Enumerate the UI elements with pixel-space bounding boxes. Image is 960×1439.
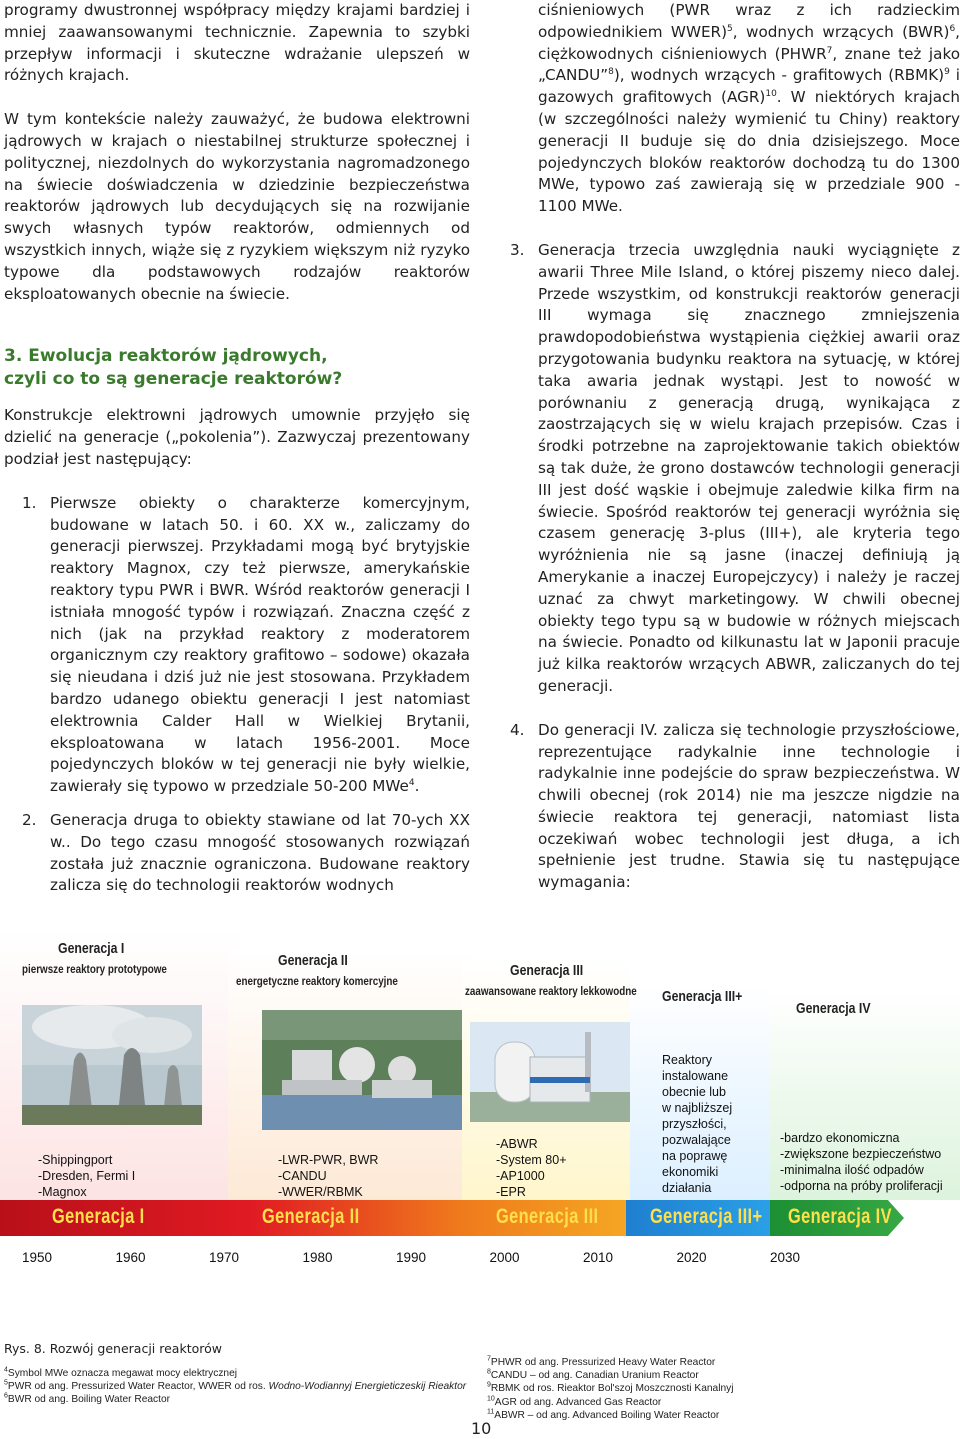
gen3-subtitle: zaawansowane reaktory lekkowodne bbox=[465, 984, 637, 998]
gen4-bar-label: Generacja IV bbox=[788, 1205, 892, 1228]
list-number: 2. bbox=[22, 810, 37, 829]
gen1-title: Generacja I bbox=[58, 940, 125, 957]
footnote-number: 8 bbox=[487, 1368, 491, 1376]
list-item bbox=[4, 493, 470, 798]
footnote bbox=[487, 1396, 957, 1409]
footnote-number: 11 bbox=[487, 1408, 495, 1416]
gen1-technologies: -Shippingport -Dresden, Fermi I -Magnox bbox=[38, 1153, 136, 1199]
footnote-text: RBMK od ros. Rieaktor Bol'szoj Moszcznosti Kanalnyj bbox=[490, 1383, 734, 1395]
gen3-technologies: -ABWR -System 80+ -AP1000 -EPR bbox=[496, 1137, 567, 1199]
footnote-ref: 6 bbox=[949, 23, 956, 34]
footnote-number: 10 bbox=[487, 1395, 495, 1403]
gen3-photo bbox=[470, 1022, 630, 1122]
page-number: 10 bbox=[471, 1419, 492, 1438]
footnote bbox=[4, 1393, 474, 1406]
footnote-ref: 9 bbox=[944, 67, 950, 78]
gen1-subtitle: pierwsze reaktory prototypowe bbox=[22, 962, 167, 976]
gen4-technologies: -bardzo ekonomiczna -zwiększone bezpieczeństwo -minimalna ilość odpadów -odporna na próby proliferacji bbox=[780, 1131, 943, 1193]
gen3p-title: Generacja III+ bbox=[662, 988, 743, 1005]
list-number: 3. bbox=[510, 240, 525, 259]
footnote-text: PHWR od ang. Pressurized Heavy Water Reactor bbox=[490, 1357, 716, 1368]
footnotes-left bbox=[4, 1367, 474, 1407]
text-run: , wodnych wrzących (BWR) bbox=[732, 22, 950, 41]
list-text-body: Pierwsze obiekty o charakterze komercyjnym, budowane w latach 50. i 60. XX w., zaliczamy do generacji pierwszej. Przykładami mogą być brytyjskie reaktory Magnox, czy też pierwsze, amerykańskie reaktory typu PWR i BWR. Wśród reaktorów generacji I istniała mnogość typów i rozwiązań. Znaczna część z nich (jak na przykład reaktory z moderatorem organicznym czy reaktory grafitowo – sodowe) okazała się nieudana i dziś już nie jest stosowana. Przykładem bardzo udanego obiektu generacji I jest natomiast elektrownia Calder Hall w Wielkiej Brytanii, eksploatowana w latach 1956-2001. Moce pojedynczych bloków w tej generacji nie były wielkie, zawierały się typowo w przedziale 50-200 MWe bbox=[50, 493, 470, 796]
text-run: . W niektórych krajach (w szczególności należy wymienić tu Chiny) reaktory generacji II buduje się do dnia dzisiejszego. Moce pojedynczych bloków reaktorów dochodzą tu do 1300 MWe, typowo zaś zawierają się w przedziale 900 - 1100 MWe. bbox=[538, 88, 960, 216]
text-run: , ciężkowodnych ciśnieniowych (PHWR bbox=[538, 22, 960, 63]
footnote-ref: 7 bbox=[826, 45, 833, 56]
footnote-ref: 10 bbox=[765, 89, 777, 100]
footnote-text: CANDU – od ang. Canadian Uranium Reactor bbox=[490, 1370, 699, 1382]
text-run: i gazowych grafitowych (AGR) bbox=[538, 66, 960, 107]
gen1-bar-label: Generacja I bbox=[52, 1205, 145, 1228]
paragraph: W tym kontekście należy zauważyć, że budowa elektrowni jądrowych w krajach o niestabilnej strukturze społecznej i politycznej, niezdolnych do wykorzystania nagromadzonego na świecie doświadczenia w dziedzinie bezpieczeństwa reaktorów jądrowych lub decydujących się na rozwijanie swych własnych typów reaktorów, odmiennych od wszystkich innych, wiąże się z ryzykiem większym niż ryzyko typowe dla podstawowych rodzajów reaktorów eksploatowanych obecnie na świecie. bbox=[4, 110, 470, 303]
footnote bbox=[4, 1367, 474, 1380]
footnotes-right bbox=[487, 1356, 957, 1422]
timeline-year: 1970 bbox=[209, 1250, 240, 1265]
gen3p-technologies: Reaktory instalowane obecnie lub w najbliższej przyszłości, pozwalające na poprawę ekonomiki działania bbox=[662, 1053, 733, 1195]
footnote bbox=[487, 1369, 957, 1382]
gen3-title: Generacja III bbox=[510, 962, 584, 979]
footnote-number: 5 bbox=[4, 1379, 8, 1387]
list-text bbox=[538, 0, 960, 218]
timeline-year: 1990 bbox=[396, 1250, 427, 1265]
timeline-year: 1950 bbox=[22, 1250, 53, 1265]
right-column bbox=[510, 0, 960, 894]
footnote-number: 4 bbox=[4, 1366, 8, 1374]
gen2-bar-label: Generacja II bbox=[262, 1205, 360, 1228]
section-heading bbox=[4, 345, 470, 391]
footnote-number: 6 bbox=[4, 1393, 8, 1401]
gen2-subtitle: energetyczne reaktory komercyjne bbox=[236, 974, 398, 988]
list-text: Generacja druga to obiekty stawiane od lat 70-ych XX w.. Do tego czasu mnogość stosowanych rozwiązań została już znacznie ograniczona. Budowane reaktory zalicza się do technologii reaktorów wodnych bbox=[50, 810, 470, 895]
generations-figure bbox=[0, 930, 960, 1280]
footnote-text: BWR od ang. Boiling Water Reactor bbox=[7, 1394, 171, 1406]
footnote-text: ABWR – od ang. Advanced Boiling Water Reactor bbox=[494, 1409, 720, 1421]
footnote-ref: 4 bbox=[408, 778, 415, 789]
footnote-ref: 5 bbox=[727, 23, 733, 34]
list-text bbox=[50, 493, 470, 798]
gen2-technologies: -LWR-PWR, BWR -CANDU -WWER/RBMK bbox=[278, 1153, 379, 1199]
timeline-year: 2000 bbox=[489, 1250, 520, 1265]
paragraph: Konstrukcje elektrowni jądrowych umownie przyjęło się dzielić na generacje („pokolenia”). Zazwyczaj prezentowany podział jest następujący: bbox=[4, 406, 470, 468]
list-item bbox=[510, 720, 960, 894]
power-plant-icon bbox=[262, 1010, 462, 1130]
footnote bbox=[487, 1409, 957, 1422]
gen3-bar-label: Generacja III bbox=[496, 1205, 599, 1228]
timeline-year: 1960 bbox=[115, 1250, 146, 1265]
gen1-photo bbox=[22, 1005, 202, 1125]
list-item bbox=[4, 810, 470, 897]
gen2-title: Generacja II bbox=[278, 952, 348, 969]
list-number: 4. bbox=[510, 720, 525, 739]
text-run: , znane też jako „CANDU” bbox=[538, 44, 960, 85]
footnote bbox=[487, 1382, 957, 1395]
timeline-year: 1980 bbox=[302, 1250, 333, 1265]
footnote-italic: Wodno-Wodiannyj Energieticzeskij Rieaktor bbox=[268, 1381, 467, 1393]
gen4-title: Generacja IV bbox=[796, 1000, 871, 1017]
timeline-year: 2010 bbox=[583, 1250, 614, 1265]
section-heading-line: czyli co to są generacje reaktorów? bbox=[4, 369, 343, 390]
list-text: Do generacji IV. zalicza się technologie przyszłościowe, reprezentujące radykalnie inne technologie i radykalnie inne podejście do spraw bezpieczeństwa. W chwili obecnej (rok 2014) nie ma jeszcze nigdzie na świecie reaktora tej generacji, natomiast lista oczekiwań wobec technologii jest długa, a ich spełnienie jest trudne. Stawia się tu następujące wymagania: bbox=[538, 720, 960, 892]
list-item-continuation bbox=[510, 0, 960, 218]
paragraph: programy dwustronnej współpracy między krajami bardziej i mniej zaawansowanymi technicznie. Zapewnia to szybki przepływ informacji i skuteczne wdrażanie ulepszeń w różnych krajach. bbox=[4, 1, 470, 85]
text-run: ), wodnych wrzących - grafitowych (RBMK) bbox=[613, 66, 945, 85]
left-column bbox=[4, 0, 470, 897]
list-item bbox=[510, 240, 960, 698]
text-run: ciśnieniowych (PWR wraz z ich radzieckim odpowiednikiem WWER) bbox=[538, 1, 960, 41]
reactor-building-icon bbox=[470, 1022, 630, 1122]
footnote-text: Symbol MWe oznacza megawat mocy elektrycznej bbox=[7, 1368, 238, 1379]
footnote bbox=[487, 1356, 957, 1369]
cooling-towers-icon bbox=[22, 1005, 202, 1125]
list-text: Generacja trzecia uwzględnia nauki wyciągnięte z awarii Three Mile Island, o której piszemy nieco dalej. Przede wszystkim, od konstrukcji reaktorów generacji III wymaga się znacznego zmniejszenia prawdopodobieństwa wystąpienia ciężkiej awarii oraz przygotowania budynku reaktora na sytuację, w której taka awaria jednak wystąpi. Jest to nowość w porównaniu z generacją drugą, wynikająca z zaostrzających się w wielu krajach przepisów. Czas i środki potrzebne na zaprojektowanie takich obiektów są tak duże, że grono dostawców technologii generacji III jest dość wąskie i obejmuje zaledwie kilka firm na świecie. Spośród reaktorów tej generacji wyróżnia się czasem generację 3-plus (III+), ale kryteria tego wyróżnienia nie są jasne (inaczej definiują ją Amerykanie a inaczej Europejczycy) i należy je raczej uznać za chwyt marketingowy. W chwili obecnej obiekty tego typu są w budowie w różnych miejscach na świecie. Ponadto od kilkunastu lat w Japonii pracuje już kilka reaktorów wrzących ABWR, zaliczanych do tej generacji. bbox=[538, 240, 960, 695]
footnote-ref: 8 bbox=[608, 67, 614, 78]
footnote bbox=[4, 1380, 474, 1393]
footnote-number: 7 bbox=[487, 1355, 491, 1363]
footnote-text: PWR od ang. Pressurized Water Reactor, WWER od ros. bbox=[7, 1381, 269, 1393]
list-number: 1. bbox=[22, 493, 37, 512]
gen3p-bar-label: Generacja III+ bbox=[650, 1205, 763, 1228]
list-text-end: . bbox=[414, 777, 420, 796]
section-heading-line: 3. Ewolucja reaktorów jądrowych, bbox=[4, 346, 328, 367]
footnote-text: AGR od ang. Advanced Gas Reactor bbox=[494, 1396, 662, 1408]
gen2-photo bbox=[262, 1010, 462, 1130]
figure-caption: Rys. 8. Rozwój generacji reaktorów bbox=[4, 1341, 222, 1356]
footnote-number: 9 bbox=[487, 1382, 491, 1390]
timeline-year: 2030 bbox=[770, 1250, 801, 1265]
timeline-year: 2020 bbox=[676, 1250, 707, 1265]
